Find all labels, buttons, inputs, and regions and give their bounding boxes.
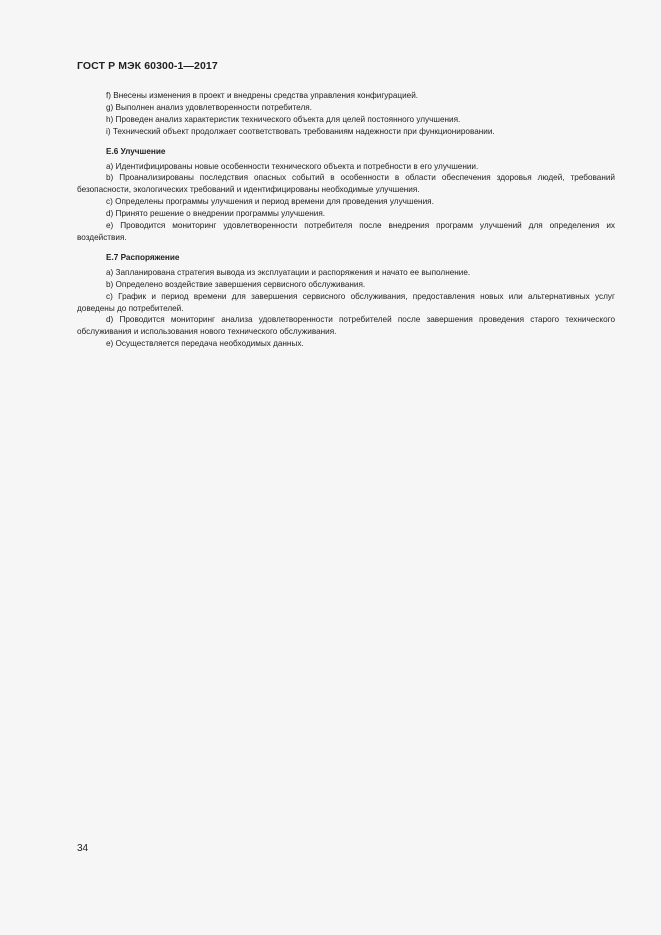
list-item: b) Определено воздействие завершения сервисного обслуживания. — [106, 279, 366, 289]
list-item: c) Определены программы улучшения и период времени для проведения улучшения. — [106, 197, 434, 207]
list-item: i) Технический объект продолжает соответствовать требованиям надежности при функционировании. — [106, 126, 495, 136]
list-item: f) Внесены изменения в проект и внедрены средства управления конфигурацией. — [106, 91, 419, 100]
list-item: c) График и период времени для завершения сервисного обслуживания, предоставления новых или альтернативных услуг доведены до потребителей. — [77, 291, 615, 313]
section-heading-e6: Е.6 Улучшение — [106, 146, 166, 156]
section-heading-e7: Е.7 Распоряжение — [106, 252, 180, 262]
list-item: e) Осуществляется передача необходимых данных. — [106, 339, 304, 349]
list-item: g) Выполнен анализ удовлетворенности потребителя. — [106, 102, 312, 112]
list-item: d) Принято решение о внедрении программы улучшения. — [106, 209, 326, 219]
document-header: ГОСТ Р МЭК 60300-1—2017 — [77, 60, 218, 72]
list-item: e) Проводится мониторинг удовлетворенности потребителя после внедрения программ улучшений для определения их воздействия. — [77, 221, 615, 242]
list-item: b) Проанализированы последствия опасных событий в особенности в области обеспечения здоровья людей, требований безопасности, экологических требований и идентифицированы необходимые улучшения. — [77, 173, 615, 195]
page-number: 34 — [77, 843, 89, 854]
list-item: a) Запланирована стратегия вывода из эксплуатации и распоряжения и начато ее выполнение. — [106, 267, 471, 277]
list-item: d) Проводится мониторинг анализа удовлетворенности потребителей после завершения проведения старого технического обслуживания и использования нового технического обслуживания. — [77, 315, 615, 337]
list-item: h) Проведен анализ характеристик технического объекта для целей постоянного улучшения. — [106, 114, 461, 124]
document-body — [77, 90, 615, 350]
list-item: a) Идентифицированы новые особенности технического объекта и потребности в его улучшении. — [106, 161, 479, 171]
